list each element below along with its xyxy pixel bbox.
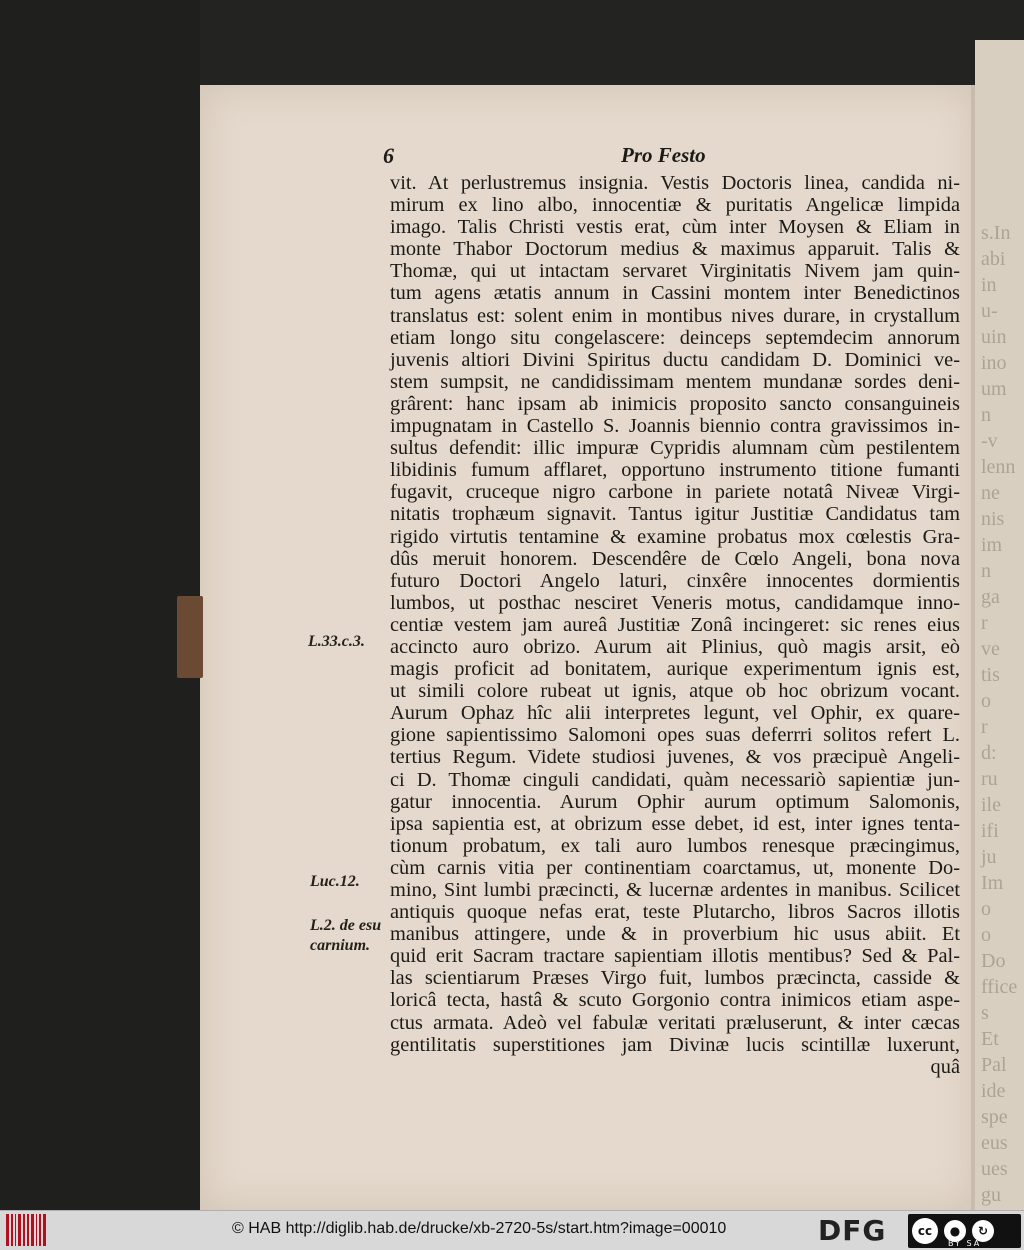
- adjacent-page-fragment: n: [981, 560, 991, 582]
- adjacent-page-fragment: o: [981, 690, 991, 712]
- adjacent-page-fragment: Et: [981, 1028, 999, 1050]
- text-line: gatur innocentia. Aurum Ophir aurum optimum Salomonis,: [390, 790, 960, 813]
- text-line: ci D. Thomæ cinguli candidati, quàm necessariò sapientiæ jun-: [390, 768, 960, 791]
- page-number: 6: [383, 143, 394, 168]
- adjacent-page-fragment: ues: [981, 1158, 1008, 1180]
- adjacent-page-fragment: ffice: [981, 976, 1018, 998]
- logo-bar: [27, 1214, 29, 1246]
- cc-icon: cc: [912, 1218, 938, 1244]
- adjacent-page-fragment: ga: [981, 586, 1000, 608]
- adjacent-page-fragment: -v: [981, 430, 998, 452]
- text-line: gentilitatis superstitiones jam Divinæ lucis scintillæ luxerunt,: [390, 1033, 960, 1056]
- logo-bar: [15, 1214, 17, 1246]
- text-line: magis proficit ad bonitatem, aurique experimentum ignis est,: [390, 658, 960, 681]
- text-line: libidinis fumum afflaret, opportuno instrumento titione fumanti: [390, 459, 960, 482]
- text-line: stem sumpsit, ne candidissimam mentem mundanæ sordes deni-: [390, 370, 960, 393]
- adjacent-page-fragment: tis: [981, 664, 1000, 686]
- adjacent-page-fragment: ju: [981, 846, 997, 868]
- adjacent-page-fragment: eus: [981, 1132, 1008, 1154]
- text-line: tertius Regum. Videte studiosi juvenes, & vos præcipuè Angeli-: [390, 746, 960, 769]
- adjacent-page-fragment: ile: [981, 794, 1001, 816]
- viewer-footer: [0, 1210, 1024, 1250]
- text-line: futuro Doctori Angelo laturi, cinxêre innocentes dormientis: [390, 569, 960, 592]
- adjacent-page-fragment: ru: [981, 768, 998, 790]
- text-line: sultus defendit: illic impuræ Cypridis alumnam cùm pestilentem: [390, 437, 960, 460]
- text-line: impugnatam in Castello S. Joannis biennio contra gravissimos in-: [390, 415, 960, 438]
- text-line: tum agens ætatis annum in Cassini montem inter Benedictinos: [390, 282, 960, 305]
- adjacent-page-fragment: s.In: [981, 222, 1011, 244]
- text-line: nitatis trophæum signavit. Tantus igitur Justitiæ Candidatus tam: [390, 503, 960, 526]
- text-line: tionum probatum, ex tali auro lumbos renesque præcingimus,: [390, 834, 960, 857]
- text-line: gione sapientissimo Salomoni opes suas deferrri solitos refert L.: [390, 724, 960, 747]
- text-line: ipsa sapientia est, at obrizum esse debet, id est, inter ignes tenta-: [390, 812, 960, 835]
- text-line: grârent: hanc ipsam ab inimicis proposito sancto consanguineis: [390, 392, 960, 415]
- margin-note-luke: Luc.12.: [310, 873, 360, 890]
- page-header: [383, 143, 943, 167]
- logo-bar: [43, 1214, 46, 1246]
- text-line: rigido virtutis tentamine & examine probatus mox cœlestis Gra-: [390, 525, 960, 548]
- logo-bar: [23, 1214, 25, 1246]
- logo-bar: [18, 1214, 21, 1246]
- adjacent-page-edge: [975, 40, 1024, 1210]
- text-line: mirum ex lino albo, innocentiæ & puritatis Angelicæ limpida: [390, 194, 960, 217]
- logo-bar: [39, 1214, 41, 1246]
- adjacent-page-fragment: abi: [981, 248, 1006, 270]
- text-line: ut simili colore rubeat ut ignis, atque ob hoc obrizum vocant.: [390, 680, 960, 703]
- text-line: quid erit Sacram tractare sapientiam illotis mentibus? Sed & Pal-: [390, 945, 960, 968]
- running-head: Pro Festo: [621, 143, 706, 167]
- adjacent-page-fragment: in: [981, 274, 997, 296]
- text-line: Thomæ, qui ut intactam servaret Virginitatis Nivem jam quin-: [390, 260, 960, 283]
- adjacent-page-fragment: r: [981, 716, 988, 738]
- logo-bar: [11, 1214, 13, 1246]
- logo-bar: [36, 1214, 38, 1246]
- text-line: antiquis quoque nefas erat, teste Plutarcho, libros Sacros illotis: [390, 901, 960, 924]
- adjacent-page-fragment: Im: [981, 872, 1004, 894]
- adjacent-page-fragment: u-: [981, 300, 998, 322]
- adjacent-page-fragment: o: [981, 924, 991, 946]
- adjacent-page-fragment: ifi: [981, 820, 999, 842]
- adjacent-page-fragment: spe: [981, 1106, 1008, 1128]
- adjacent-page-fragment: uin: [981, 326, 1007, 348]
- text-line: las scientiarum Præses Virgo fuit, lumbos præcincta, casside &: [390, 967, 960, 990]
- scan-background-left: [0, 0, 200, 1210]
- adjacent-page-fragment: ne: [981, 482, 1000, 504]
- by-label: BY: [948, 1239, 962, 1248]
- adjacent-page-fragment: ino: [981, 352, 1007, 374]
- text-line: mino, Sint lumbi præcincti, & lucernæ ardentes in manibus. Scilicet: [390, 879, 960, 901]
- text-line: juvenis altiori Divini Spiritus ductu candidam D. Dominici ve-: [390, 348, 960, 371]
- text-line: fugavit, cruceque nigro carbone in pariete notatâ Niveæ Virgi-: [390, 481, 960, 504]
- adjacent-page-fragment: r: [981, 612, 988, 634]
- text-line: vit. At perlustremus insignia. Vestis Doctoris linea, candida ni-: [390, 172, 960, 194]
- margin-note-plutarch-1: L.2. de esu: [310, 917, 382, 934]
- adjacent-page-fragment: ve: [981, 638, 1000, 660]
- text-line: dûs meruit honorem. Descendêre de Cœlo Angeli, bona nova: [390, 547, 960, 570]
- attribution-link[interactable]: © HAB http://diglib.hab.de/drucke/xb-2720-5s/start.htm?image=00010: [232, 1220, 727, 1237]
- adjacent-page-text: [981, 220, 1021, 1208]
- margin-note-pliny: L.33.c.3.: [308, 633, 365, 650]
- adjacent-page-fragment: n: [981, 404, 991, 426]
- text-line: etiam longo situ congelascere: deinceps septemdecim annorum: [390, 326, 960, 349]
- adjacent-page-fragment: im: [981, 534, 1003, 556]
- text-line: lumbos, ut posthac nesciret Veneris motus, candidamque inno-: [390, 591, 960, 614]
- text-line: monte Thabor Doctorum medius & maximus apparuit. Talis &: [390, 238, 960, 261]
- text-line: loricâ tecta, hastâ & scuto Gorgonio contra inimicos etiam aspe-: [390, 989, 960, 1012]
- adjacent-page-fragment: Pal: [981, 1054, 1007, 1076]
- text-line: ctus armata. Adeò vel fabulæ veritati præluserunt, & inter cæcas: [390, 1011, 960, 1034]
- adjacent-page-fragment: um: [981, 378, 1007, 400]
- text-line: Aurum Ophaz hîc alii interpretes legunt, vel Ophir, ex quare-: [390, 702, 960, 725]
- text-line: accincto auro obrizo. Aurum ait Plinius, quò magis arsit, eò: [390, 635, 960, 658]
- hab-logo-icon: [6, 1214, 46, 1246]
- text-line: translatus est: solent enim in montibus nives durare, in crystallum: [390, 304, 960, 327]
- by-person-icon: ●: [944, 1220, 966, 1242]
- logo-bar: [31, 1214, 34, 1246]
- adjacent-page-fragment: o: [981, 898, 991, 920]
- adjacent-page-fragment: Do: [981, 950, 1006, 972]
- adjacent-page-fragment: nis: [981, 508, 1005, 530]
- share-alike-icon: ↻: [972, 1220, 994, 1242]
- body-text: [390, 172, 960, 1078]
- cc-license-labels: [948, 1239, 981, 1248]
- adjacent-page-fragment: lenn: [981, 456, 1016, 478]
- dfg-logo: DFG: [818, 1214, 887, 1247]
- adjacent-page-fragment: gu: [981, 1184, 1001, 1206]
- page-tab-marker: [177, 596, 203, 678]
- adjacent-page-fragment: s: [981, 1002, 989, 1024]
- adjacent-page-fragment: d:: [981, 742, 997, 764]
- sa-label: SA: [966, 1239, 982, 1248]
- adjacent-page-fragment: ide: [981, 1080, 1006, 1102]
- text-line: manibus attingere, unde & in proverbium hic usus abiit. Et: [390, 923, 960, 946]
- catchword: quâ: [930, 1055, 960, 1078]
- margin-note-plutarch-2: carnium.: [310, 937, 371, 954]
- text-line: cùm carnis vitia per continentiam coarctamus, ut, monente Do-: [390, 856, 960, 879]
- text-line: centiæ vestem jam aureâ Justitiæ Zonâ incingeret: sic renes eius: [390, 613, 960, 636]
- text-line: imago. Talis Christi vestis erat, cùm inter Moysen & Eliam in: [390, 216, 960, 239]
- logo-bar: [6, 1214, 9, 1246]
- page-edge: [971, 85, 975, 1210]
